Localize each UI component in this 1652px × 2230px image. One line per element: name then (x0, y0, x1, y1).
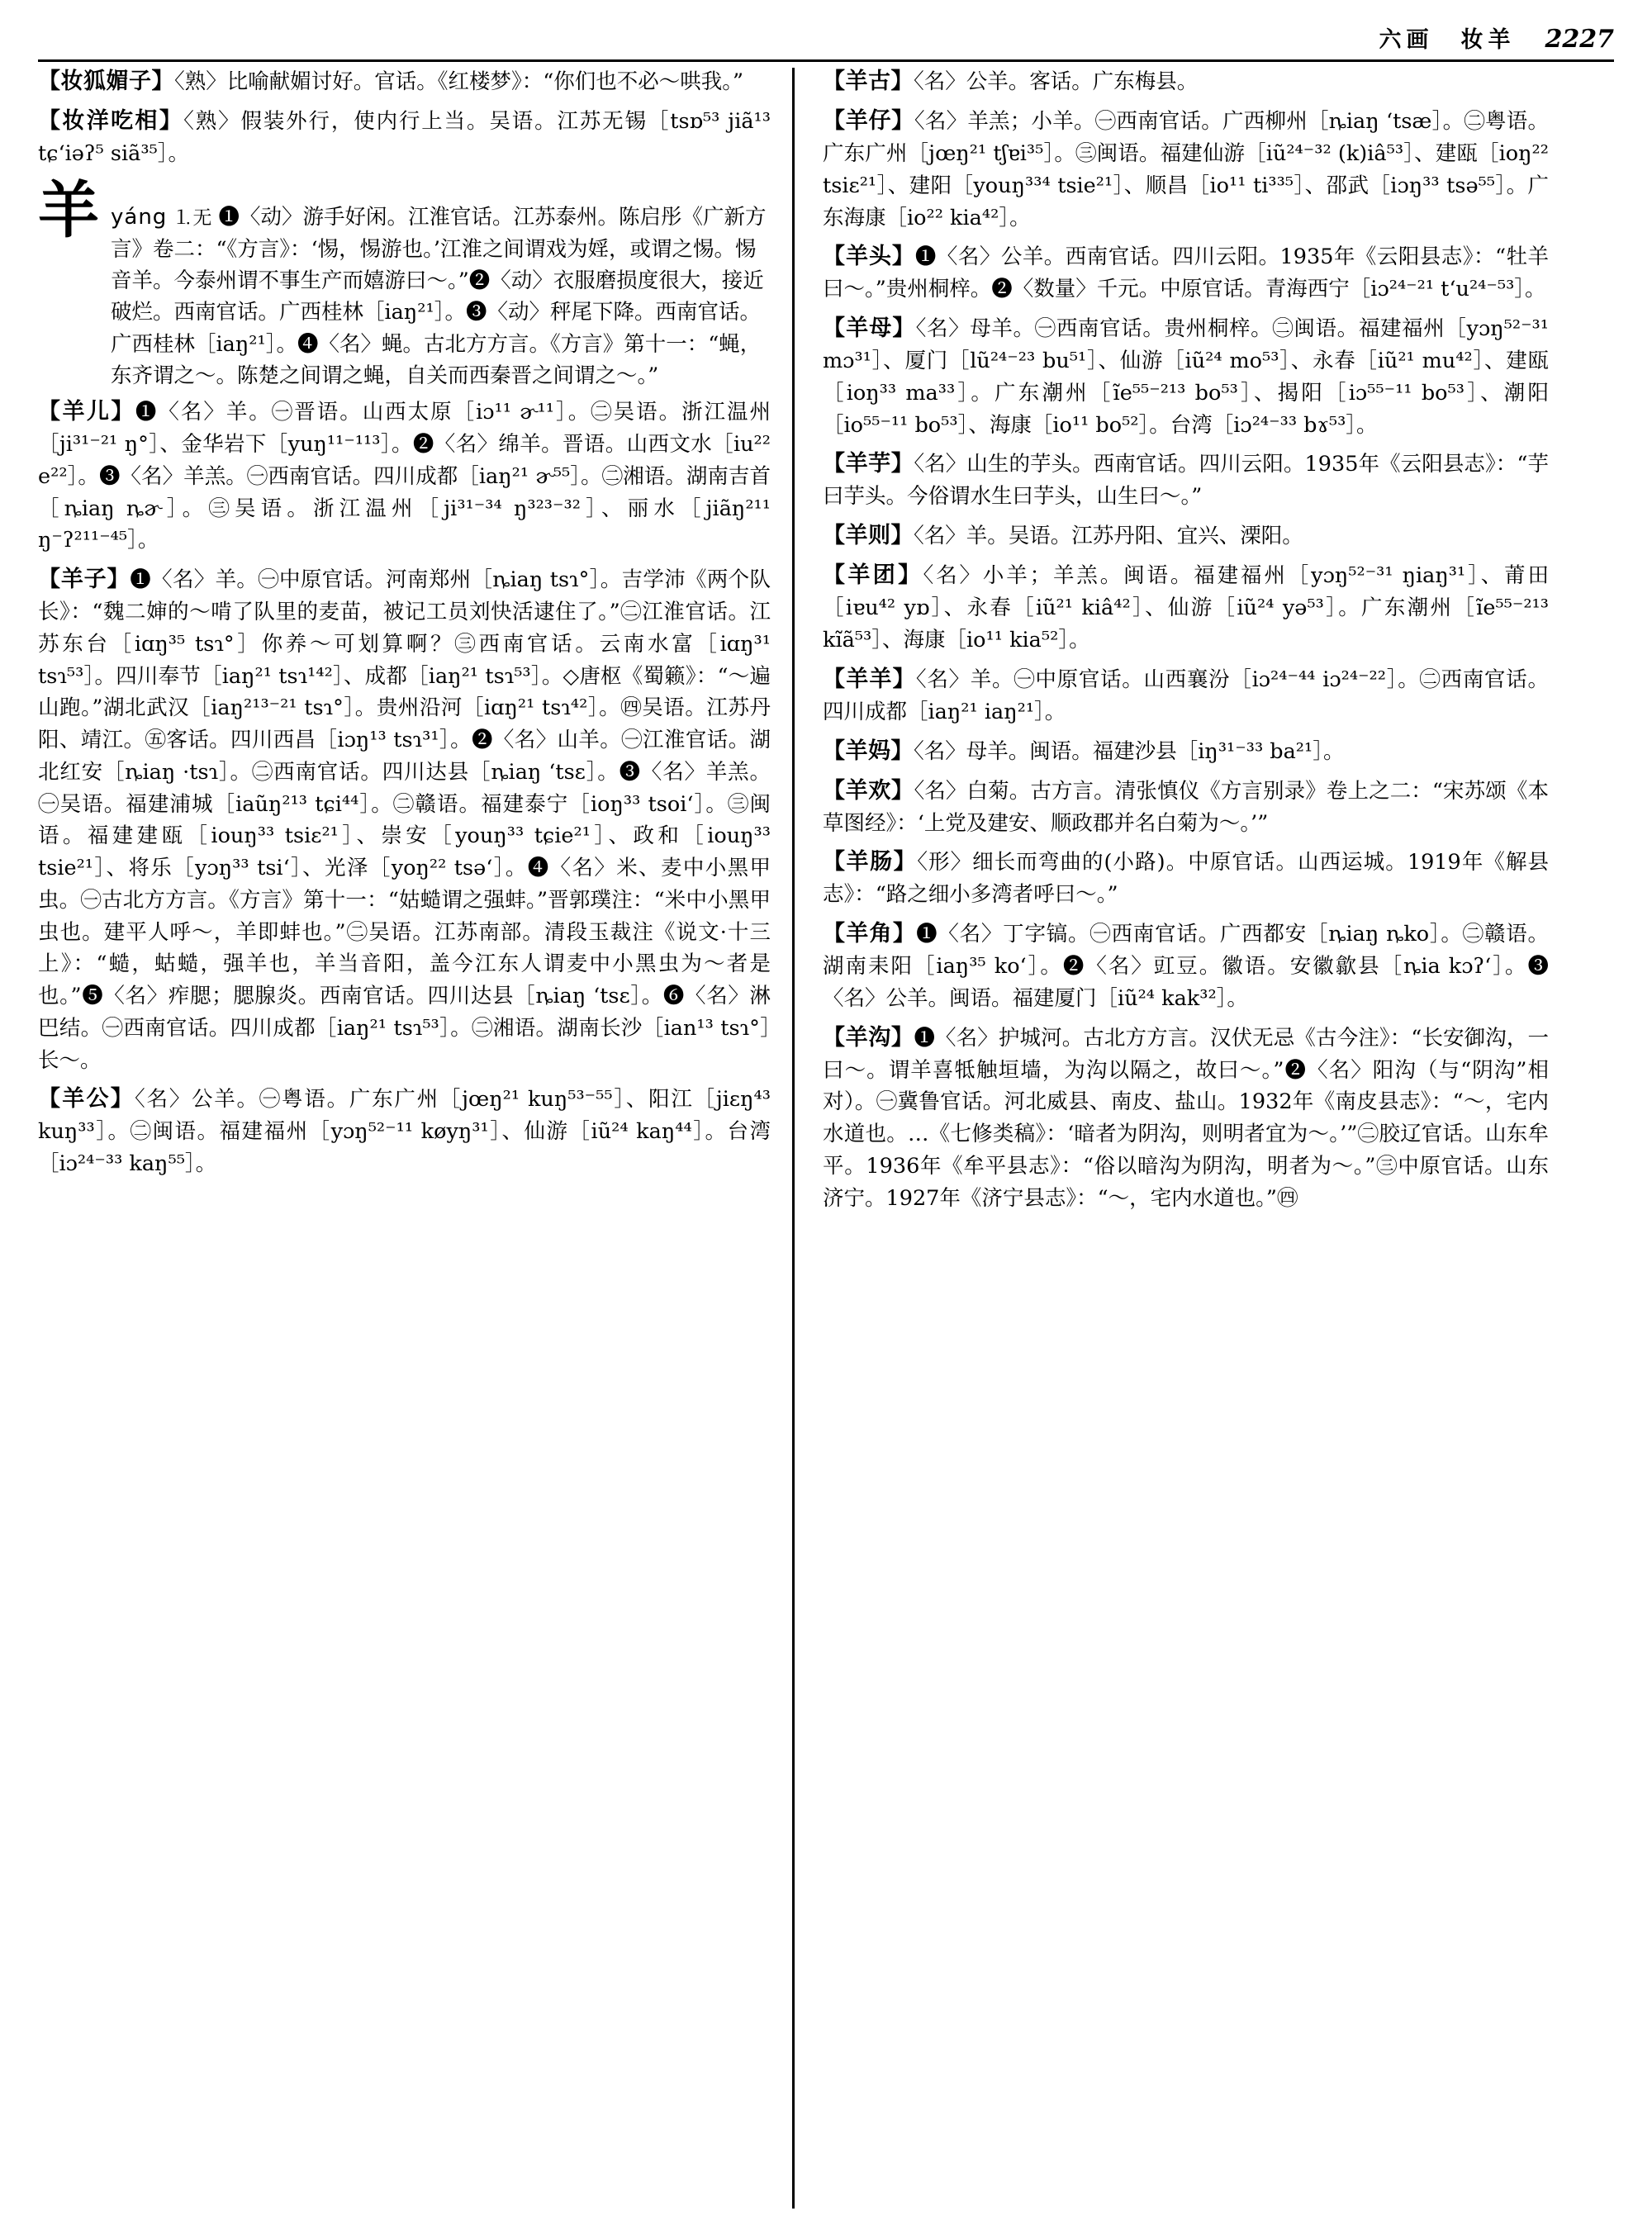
entry-body: ❶〈名〉护城河。古北方方言。汉伏无忌《古今注》：“长安御沟，一曰～。谓羊喜牴触垣墙，为沟以隔之，故曰～。”❷〈名〉阳沟（与“阴沟”相对）。㊀冀鲁官话。河北威县、南皮、盐山。1932年《南皮县志》：“～，宅内水道也。…《七修类稿》：‘暗者为阴沟，则明者宜为～。’”㊁胶辽官话。山东牟平。1936年《牟平县志》：“俗以暗沟为阴沟，明者为～。”㊂中原官话。山东济宁。1927年《济宁县志》：“～，宅内水道也。”㊃ (823, 1025, 1549, 1211)
entry-headword: 【羊则】 (823, 523, 914, 549)
entry-body: ❶〈名〉羊。㊀晋语。山西太原［iɔ¹¹ ɚ¹¹］。㊁吴语。浙江温州［ji³¹⁻²¹ ŋ°］、金华岩下［yuŋ¹¹⁻¹¹³］。❷〈名〉绵羊。晋语。山西文水［iu²² e²²］。❸〈名〉羊羔。㊀西南官话。四川成都［iaŋ²¹ ɚ⁵⁵］。㊁湘语。湖南吉首［ȵiaŋ ȵɚ］。㊂吴语。浙江温州［ji³¹⁻³⁴ ŋ³²³⁻³²］、丽水［jiãŋ²¹¹ ŋ⁻ʔ²¹¹⁻⁴⁵］。 (38, 400, 771, 553)
entry-headword: 【妆洋吃相】 (38, 108, 184, 135)
dictionary-entry (823, 64, 1549, 98)
main-character-definition: ❶〈动〉游手好闲。江淮官话。江苏泰州。陈启彤《广新方言》卷二：“《方言》：‘惕，惕游也。’江淮之间谓戏为婬，或谓之惕。惕音羊。今泰州谓不事生产而嬉游曰～。”❷〈动〉衣服磨损度很大，接近破烂。西南官话。广西桂林［iaŋ²¹］。❸〈动〉秤尾下降。西南官话。广西桂林［iaŋ²¹］。❹〈名〉蝇。古北方方言。《方言》第十一：“蝇，东齐谓之～。陈楚之间谓之蝇，自关而西秦晋之间谓之～。” (111, 204, 767, 388)
entry-body: 〈熟〉假装外行，使内行上当。吴语。江苏无锡［tsɒ⁵³ jiã¹³ tɕʻiəʔ⁵ siã³⁵］。 (38, 109, 771, 167)
dictionary-entry (823, 734, 1549, 768)
dictionary-entry (38, 104, 771, 170)
entry-headword: 【妆狐媚子】 (38, 69, 174, 94)
radical-note: ⒈无 (173, 206, 212, 229)
entry-headword: 【羊沟】 (823, 1024, 914, 1051)
entry-headword: 【羊公】 (38, 1086, 135, 1113)
dictionary-entry (823, 917, 1549, 1015)
main-character: 羊 (38, 174, 99, 246)
running-head (38, 18, 1614, 64)
dictionary-entry (823, 240, 1549, 306)
entry-headword: 【羊芋】 (823, 451, 914, 477)
entry-body: 〈名〉羊。㊀中原官话。山西襄汾［iɔ²⁴⁻⁴⁴ iɔ²⁴⁻²²］。㊁西南官话。四川成都［iaŋ²¹ iaŋ²¹］。 (823, 667, 1549, 724)
entry-body: 〈名〉母羊。闽语。福建沙县［iŋ³¹⁻³³ ba²¹］。 (914, 738, 1345, 764)
dictionary-entry (38, 395, 771, 557)
main-character-entry (38, 174, 771, 391)
dictionary-entry (823, 311, 1549, 441)
dictionary-entry (823, 662, 1549, 728)
entry-body: 〈熟〉比喻献媚讨好。官话。《红楼梦》：“你们也不必～哄我。” (174, 69, 744, 94)
entry-headword: 【羊古】 (823, 69, 914, 94)
entry-headword: 【羊儿】 (38, 399, 135, 425)
entry-headword: 【羊角】 (823, 921, 917, 947)
header-rule (38, 59, 1614, 62)
dictionary-entry (823, 519, 1549, 553)
entry-body: ❶〈名〉公羊。西南官话。四川云阳。1935年《云阳县志》：“牡羊曰～。”贵州桐梓。❷〈数量〉千元。中原官话。青海西宁［iɔ²⁴⁻²¹ tʻu²⁴⁻⁵³］。 (823, 244, 1550, 302)
dictionary-entry (38, 1082, 771, 1180)
dictionary-entry (823, 845, 1549, 911)
entry-body: 〈名〉公羊。㊀粤语。广东广州［jœŋ²¹ kuŋ⁵³⁻⁵⁵］、阳江［jiɛŋ⁴³ kuŋ³³］。㊁闽语。福建福州［yɔŋ⁵²⁻¹¹ køyŋ³¹］、仙游［iũ²⁴ kaŋ⁴⁴］。台湾［iɔ²⁴⁻³³ kaŋ⁵⁵］。 (38, 1087, 771, 1177)
entry-headword: 【羊肠】 (823, 849, 918, 875)
entry-body: ❶〈名〉羊。㊀中原官话。河南郑州［ȵiaŋ tsɿ°］。吉学沛《两个队长》：“魏二婶的～啃了队里的麦苗，被记工员刘快活逮住了。”㊁江淮官话。江苏东台［iɑŋ³⁵ tsɿ°］你养～可划算啊？㊂西南官话。云南水富［iɑŋ³¹ tsɿ⁵³］。四川奉节［iaŋ²¹ tsɿ¹⁴²］、成都［iaŋ²¹ tsɿ⁵³］。◇唐枢《蜀籁》：“～遍山跑。”湖北武汉［iaŋ²¹³⁻²¹ tsɿ°］。贵州沿河［iɑŋ²¹ tsɿ⁴²］。㊃吴语。江苏丹阳、靖江。㊄客话。四川西昌［iɔŋ¹³ tsɿ³¹］。❷〈名〉山羊。㊀江淮官话。湖北红安［ȵiaŋ ·tsɿ］。㊁西南官话。四川达县［ȵiaŋ ʻtsɛ］。❸〈名〉羊羔。㊀吴语。福建浦城［iaũŋ²¹³ tɕi⁴⁴］。㊁赣语。福建泰宁［ioŋ³³ tsoiʻ］。㊂闽语。福建建瓯［iouŋ³³ tsiɛ²¹］、崇安［youŋ³³ tɕie²¹］、政和［iouŋ³³ tsie²¹］、将乐［yɔŋ³³ tsiʻ］、光泽［yoŋ²² tsəʻ］。❹〈名〉米、麦中小黑甲虫。㊀古北方方言。《方言》第十一：“姑䗢谓之强蚌。”晋郭璞注：“米中小黑甲虫也。建平人呼～，羊即蚌也。”㊁吴语。江苏南部。清段玉裁注《说文·十三上》：“䗢，蛄䗢，强羊也，羊当音阳，盖今江东人谓麦中小黑虫为～者是也。”❺〈名〉痄腮；腮腺炎。西南官话。四川达县［ȵiaŋ ʻtsɛ］。❻〈名〉淋巴结。㊀西南官话。四川成都［iaŋ²¹ tsɿ⁵³］。㊁湘语。湖南长沙［ian¹³ tsɿ°］长～。 (38, 567, 771, 1073)
dictionary-entry (38, 562, 771, 1076)
entry-body: 〈名〉羊羔；小羊。㊀西南官话。广西柳州［ȵiaŋ ʻtsæ］。㊁粤语。广东广州［jœŋ²¹ tʃɐi³⁵］。㊂闽语。福建仙游［iũ²⁴⁻³² (k)iâ⁵³］、建瓯［ioŋ²² tsiɛ²¹］、建阳［youŋ³³⁴ tsie²¹］、顺昌［io¹¹ ti³³⁵］、邵武［iɔŋ³³ tsə⁵⁵］。广东海康［io²² kia⁴²］。 (823, 109, 1549, 230)
pinyin: yáng (111, 204, 168, 230)
entry-headword: 【羊羊】 (823, 666, 916, 692)
entry-body: 〈名〉白菊。古方言。清张慎仪《方言别录》卷上之二：“宋苏颂《本草图经》：‘上党及建安、顺政郡并名白菊为～。’” (823, 778, 1549, 836)
entry-body: 〈名〉母羊。㊀西南官话。贵州桐梓。㊁闽语。福建福州［yɔŋ⁵²⁻³¹ mɔ³¹］、厦门［lũ²⁴⁻²³ bu⁵¹］、仙游［iũ²⁴ mo⁵³］、永春［iũ²¹ mu⁴²］、建瓯［ioŋ³³ ma³³］。广东潮州［ĩe⁵⁵⁻²¹³ bo⁵³］、揭阳［iɔ⁵⁵⁻¹¹ bo⁵³］、潮阳［io⁵⁵⁻¹¹ bo⁵³］、海康［io¹¹ bo⁵²］。台湾［iɔ²⁴⁻³³ bɤ⁵³］。 (823, 316, 1550, 438)
entry-body: 〈名〉小羊；羊羔。闽语。福建福州［yɔŋ⁵²⁻³¹ ŋiaŋ³¹］、莆田［iɐu⁴² yɒ］、永春［iũ²¹ kiâ⁴²］、仙游［iũ²⁴ yə⁵³］。广东潮州［ĩe⁵⁵⁻²¹³ kĩã⁵³］、海康［io¹¹ kia⁵²］。 (823, 563, 1550, 652)
dictionary-entry (823, 558, 1549, 657)
dictionary-entry (823, 774, 1549, 840)
entry-body: 〈名〉山生的芋头。西南官话。四川云阳。1935年《云阳县志》：“芋曰芋头。今俗谓水生曰芋头，山生曰～。” (823, 452, 1549, 510)
entry-headword: 【羊欢】 (823, 777, 914, 804)
dictionary-entry (823, 447, 1549, 513)
main-character-body (111, 182, 771, 391)
entry-headword: 【羊团】 (823, 562, 923, 589)
dictionary-entry (823, 1021, 1549, 1215)
entry-headword: 【羊母】 (823, 316, 916, 342)
right-column (795, 64, 1549, 2209)
running-head-chapter: 六画 妆羊 (1379, 27, 1516, 53)
entry-headword: 【羊妈】 (823, 738, 914, 764)
entry-body: 〈名〉羊。吴语。江苏丹阳、宜兴、溧阳。 (914, 524, 1303, 549)
entry-headword: 【羊仔】 (823, 108, 914, 135)
entry-body: 〈形〉细长而弯曲的(小路)。中原官话。山西运城。1919年《解县志》：“路之细小多湾者呼曰～。” (823, 850, 1550, 908)
page-number: 2227 (1545, 25, 1614, 54)
dictionary-entry (38, 64, 771, 98)
two-column-body (38, 64, 1614, 2209)
entry-body: 〈名〉公羊。客话。广东梅县。 (914, 69, 1199, 94)
left-column (38, 64, 792, 2209)
entry-headword: 【羊子】 (38, 567, 131, 593)
entry-body: ❶〈名〉丁字镐。㊀西南官话。广西都安［ȵiaŋ ȵko］。㊁赣语。湖南耒阳［iaŋ³⁵ koʻ］。❷〈名〉豇豆。徽语。安徽歙县［ȵia kɔʔʻ］。❸〈名〉公羊。闽语。福建厦门［iũ²⁴ kak³²］。 (823, 922, 1550, 1011)
entry-headword: 【羊头】 (823, 244, 915, 270)
dictionary-entry (823, 104, 1549, 234)
